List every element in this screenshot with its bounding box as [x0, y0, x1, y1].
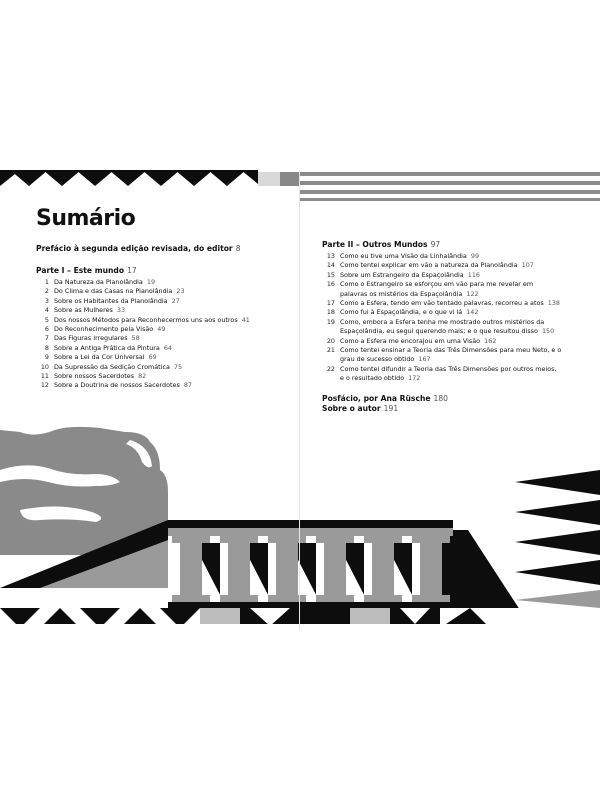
postface-entry	[322, 394, 562, 404]
chapter-title: Como tentei ensinar a Teoria das Três Dimensões para meu Neto, e o grau de sucesso obtido	[340, 346, 562, 364]
chapter-title: Sobre a Doutrina de nossos Sacerdotes	[54, 381, 180, 390]
chapter-title: Do Reconhecimento pela Visão	[54, 325, 154, 334]
chapter-page: 167	[418, 355, 431, 364]
right-arrowheads	[515, 470, 600, 608]
toc-entry	[322, 308, 562, 317]
toc-entry	[322, 346, 562, 365]
chapter-number: 22	[326, 364, 335, 373]
chapter-number: 20	[326, 336, 335, 345]
chapter-number: 11	[40, 372, 49, 381]
chapter-title: Sobre as Mulheres	[54, 306, 113, 315]
book-gutter	[299, 170, 300, 630]
chapter-page: 99	[470, 252, 480, 260]
chapter-page: 33	[116, 306, 126, 315]
chapter-page: 49	[157, 325, 166, 334]
chapter-title: Do Clima e das Casas na Planolândia	[54, 287, 173, 296]
chapter-title: Como tentei explicar em vão a natureza da Planolândia	[340, 261, 518, 270]
chapter-number: 9	[44, 353, 49, 362]
preface-entry	[36, 244, 286, 254]
chapter-title: Como a Esfera me encorajou em uma Visão	[340, 336, 481, 345]
chapter-entry	[54, 363, 286, 372]
chapter-entry	[340, 337, 562, 346]
toc-entry	[36, 325, 286, 334]
toc-entry	[322, 280, 562, 299]
toc-entry	[322, 261, 562, 270]
chapter-title: Como eu tive uma Visão da Linhalândia	[340, 252, 467, 260]
part2-heading	[322, 240, 562, 250]
chapter-number: 19	[326, 317, 335, 326]
chapter-title: Sobre nossos Sacerdotes	[54, 372, 135, 381]
page-title: Sumário	[36, 206, 136, 231]
chapter-page: 122	[466, 289, 479, 298]
chapter-page: 82	[138, 372, 147, 381]
chapter-number: 1	[44, 278, 49, 286]
chapter-title: Como fui à Espaçolândia, e o que vi lá	[340, 308, 463, 317]
toc-entry	[36, 334, 286, 343]
about-page: 191	[383, 403, 399, 413]
chapter-title: Como o Estrangeiro se esforçou em vão para me revelar em palavras os mistérios da Espaçolândia	[340, 280, 534, 298]
chapter-title: Sobre a Lei da Cor Universal	[54, 353, 145, 362]
chapter-page: 138	[547, 299, 560, 308]
chapter-number: 10	[40, 362, 49, 371]
part1-page: 17	[127, 266, 137, 275]
chapter-page: 162	[484, 336, 497, 345]
chapter-page: 150	[541, 327, 555, 336]
chapter-title: Das Figuras Irregulares	[54, 334, 128, 343]
left-page-toc	[36, 206, 286, 391]
toc-entry	[322, 337, 562, 346]
toc-entry	[36, 353, 286, 362]
chapter-number: 16	[326, 280, 335, 289]
part2-page: 97	[430, 240, 441, 249]
chapter-page: 64	[163, 343, 172, 352]
chapter-number: 14	[326, 261, 335, 270]
chapter-title: Da Natureza da Planolândia	[54, 278, 143, 286]
chapter-page: 58	[131, 334, 140, 343]
toc-entry	[36, 363, 286, 372]
chapter-entry	[54, 306, 286, 315]
toc-entry	[36, 297, 286, 306]
chapter-number: 17	[326, 299, 335, 308]
toc-entry	[36, 372, 286, 381]
chapter-title: Como tentei difundir a Teoria das Três Dimensões por outros meios, e o resultado obtido	[340, 364, 557, 383]
chapter-entry	[54, 381, 286, 390]
chapter-page: 19	[146, 278, 156, 286]
chapter-page: 107	[521, 261, 534, 270]
chapter-entry	[340, 280, 562, 299]
toc-entry	[322, 299, 562, 308]
chapter-number: 6	[44, 325, 49, 334]
part2-chapter-list	[322, 252, 562, 384]
book-spread	[0, 170, 600, 630]
chapter-page: 23	[176, 287, 185, 296]
chapter-entry	[54, 316, 286, 325]
chapter-entry	[340, 346, 562, 365]
chapter-entry	[340, 299, 562, 308]
chapter-page: 87	[183, 381, 192, 390]
toc-entry	[36, 344, 286, 353]
part1-label: Parte I – Este mundo	[36, 266, 125, 275]
toc-entry	[322, 271, 562, 280]
part1-heading	[36, 266, 286, 276]
chapter-entry	[54, 372, 286, 381]
chapter-page: 41	[241, 315, 250, 324]
chapter-entry	[54, 278, 286, 287]
chapter-number: 8	[44, 343, 49, 352]
chapter-number: 3	[44, 296, 49, 305]
preface-label: Prefácio à segunda edição revisada, do editor	[36, 244, 233, 253]
toc-entry	[322, 318, 562, 337]
chapter-title: Como, embora a Esfera tenha me mostrado outros mistérios da Espaçolândia, eu segui querendo mais; e o que resultou disso	[340, 317, 545, 336]
part1-chapter-list	[36, 278, 286, 391]
top-triangle-border	[0, 170, 258, 186]
preface-page: 8	[235, 244, 241, 253]
chapter-title: Dos nossos Métodos para Reconhecermos uns aos outros	[54, 315, 238, 324]
chapter-number: 5	[44, 315, 49, 324]
chapter-title: Como a Esfera, tendo em vão tentado palavras, recorreu a atos	[340, 299, 544, 308]
toc-entry	[36, 306, 286, 315]
chapter-entry	[340, 252, 562, 261]
bottom-triangle-border	[0, 608, 600, 630]
chapter-entry	[340, 271, 562, 280]
chapter-title: Sobre um Estrangeiro da Espaçolândia	[340, 270, 464, 279]
chapter-number: 4	[44, 306, 49, 315]
chapter-entry	[340, 261, 562, 270]
postface-label: Posfácio, por Ana Rüsche	[322, 393, 431, 403]
chapter-title: Sobre os Habitantes da Planolândia	[54, 296, 168, 305]
chapter-entry	[54, 325, 286, 334]
part2-label: Parte II – Outros Mundos	[322, 240, 428, 249]
toc-entry	[322, 365, 562, 384]
chapter-number: 21	[326, 346, 335, 355]
chapter-page: 69	[148, 353, 157, 362]
top-stripes	[300, 172, 600, 201]
chapter-number: 12	[40, 381, 49, 390]
chapter-entry	[54, 353, 286, 362]
postface-page: 180	[433, 393, 449, 403]
right-page-toc	[322, 240, 562, 414]
chapter-page: 142	[466, 308, 479, 317]
chapter-entry	[54, 297, 286, 306]
chapter-number: 13	[326, 252, 335, 260]
chapter-title: Sobre a Antiga Prática da Pintura	[54, 343, 160, 352]
chapter-page: 27	[171, 296, 180, 305]
chapter-entry	[54, 334, 286, 343]
chapter-title: Da Supressão da Sedição Cromática	[54, 362, 170, 371]
toc-entry	[36, 316, 286, 325]
chapter-entry	[340, 308, 562, 317]
chapter-entry	[340, 318, 562, 337]
toc-entry	[36, 381, 286, 390]
toc-entry	[36, 287, 286, 296]
chapter-number: 15	[326, 270, 335, 279]
chapter-page: 75	[173, 362, 183, 371]
chapter-number: 18	[326, 308, 335, 317]
chapter-page: 172	[408, 374, 421, 383]
chapter-number: 7	[44, 334, 49, 343]
about-author-entry	[322, 404, 562, 414]
about-label: Sobre o autor	[322, 403, 381, 413]
toc-entry	[36, 278, 286, 287]
toc-entry	[322, 252, 562, 261]
chapter-entry	[54, 344, 286, 353]
chapter-page: 116	[467, 270, 480, 279]
chapter-number: 2	[44, 287, 49, 296]
chapter-entry	[54, 287, 286, 296]
chapter-entry	[340, 365, 562, 384]
colonnade	[168, 520, 453, 608]
